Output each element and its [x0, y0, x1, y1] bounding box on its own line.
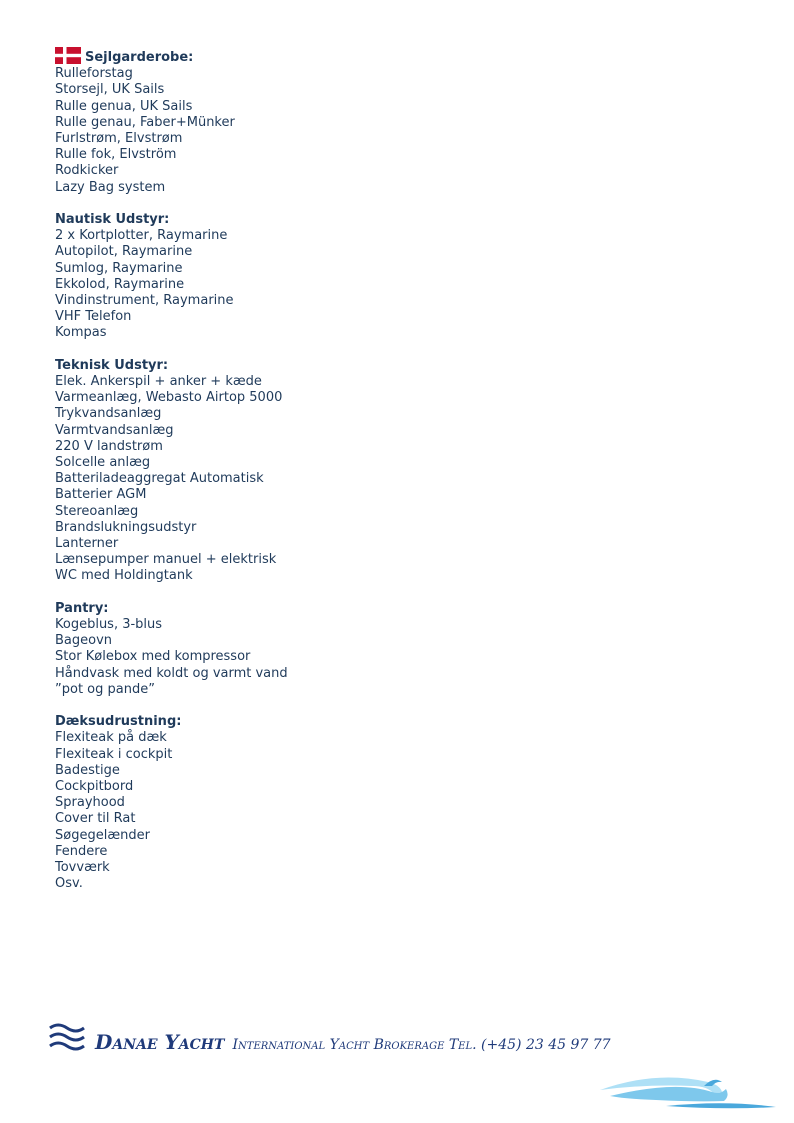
list-item: 2 x Kortplotter, Raymarine [55, 228, 228, 244]
section-heading: Nautisk Udstyr: [55, 212, 170, 227]
list-item: Varmtvandsanlæg [55, 422, 174, 438]
list-item: Lazy Bag system [55, 179, 166, 195]
list-item: Batteriladeaggregat Automatisk [55, 471, 264, 487]
list-item: Varmeanlæg, Webasto Airtop 5000 [55, 390, 283, 406]
brand-name: Danae Yacht [95, 1030, 225, 1054]
list-item: WC med Holdingtank [55, 568, 193, 584]
list-item: Autopilot, Raymarine [55, 244, 193, 260]
list-item: 220 V landstrøm [55, 438, 163, 454]
list-item: Elek. Ankerspil + anker + kæde [55, 374, 262, 390]
section-pantry [55, 601, 288, 698]
list-item: Lanterner [55, 536, 119, 552]
footer-brand [48, 1022, 611, 1052]
equipment-list [55, 50, 288, 909]
list-item: Sprayhood [55, 795, 125, 811]
section-teknisk-udstyr [55, 358, 288, 585]
list-item: Lænsepumper manuel + elektrisk [55, 552, 277, 568]
list-item: Tovværk [55, 860, 110, 876]
section-sejlgarderobe [55, 50, 288, 196]
list-item: Stereoanlæg [55, 503, 139, 519]
list-item: Håndvask med koldt og varmt vand [55, 665, 288, 681]
list-item: Rulle genua, UK Sails [55, 98, 193, 114]
list-item: Kogeblus, 3-blus [55, 617, 163, 633]
section-daeksudrustning [55, 714, 288, 892]
footer-line [95, 1032, 611, 1052]
list-item: Cockpitbord [55, 779, 134, 795]
list-item: Søgegelænder [55, 827, 150, 843]
list-item: Solcelle anlæg [55, 455, 151, 471]
list-item: Furlstrøm, Elvstrøm [55, 131, 183, 146]
list-item: Sumlog, Raymarine [55, 260, 183, 276]
wave-swoosh-icon [596, 1072, 786, 1116]
list-item: Cover til Rat [55, 811, 136, 827]
section-header [55, 50, 288, 66]
list-item: Brandslukningsudstyr [55, 519, 197, 535]
list-item: Vindinstrument, Raymarine [55, 293, 234, 309]
list-item: VHF Telefon [55, 309, 132, 325]
list-item: Bageovn [55, 633, 113, 649]
list-item: Rulle fok, Elvström [55, 147, 177, 163]
list-item: Flexiteak på dæk [55, 730, 167, 746]
footer-tagline: International Yacht Brokerage Tel. (+45) 23 45 97 77 [232, 1037, 611, 1053]
list-item: Osv. [55, 876, 83, 892]
list-item: ”pot og pande” [55, 681, 155, 697]
list-item: Batterier AGM [55, 487, 147, 503]
list-item: Flexiteak i cockpit [55, 746, 173, 762]
section-heading: Pantry: [55, 600, 109, 616]
list-item: Kompas [55, 325, 107, 341]
list-item: Trykvandsanlæg [55, 406, 162, 422]
list-item: Badestige [55, 762, 120, 778]
waves-logo-icon [48, 1022, 86, 1052]
list-item: Rodkicker [55, 163, 119, 179]
section-heading: Sejlgarderobe: [85, 50, 194, 65]
list-item: Stor Kølebox med kompressor [55, 649, 251, 665]
section-nautisk-udstyr [55, 212, 288, 342]
list-item: Fendere [55, 843, 108, 859]
danish-flag-icon [55, 47, 81, 64]
list-item: Storsejl, UK Sails [55, 82, 165, 98]
section-heading: Teknisk Udstyr: [55, 357, 169, 373]
list-item: Ekkolod, Raymarine [55, 276, 185, 292]
section-heading: Dæksudrustning: [55, 714, 182, 730]
list-item: Rulle genau, Faber+Münker [55, 114, 235, 130]
list-item: Rulleforstag [55, 66, 133, 82]
